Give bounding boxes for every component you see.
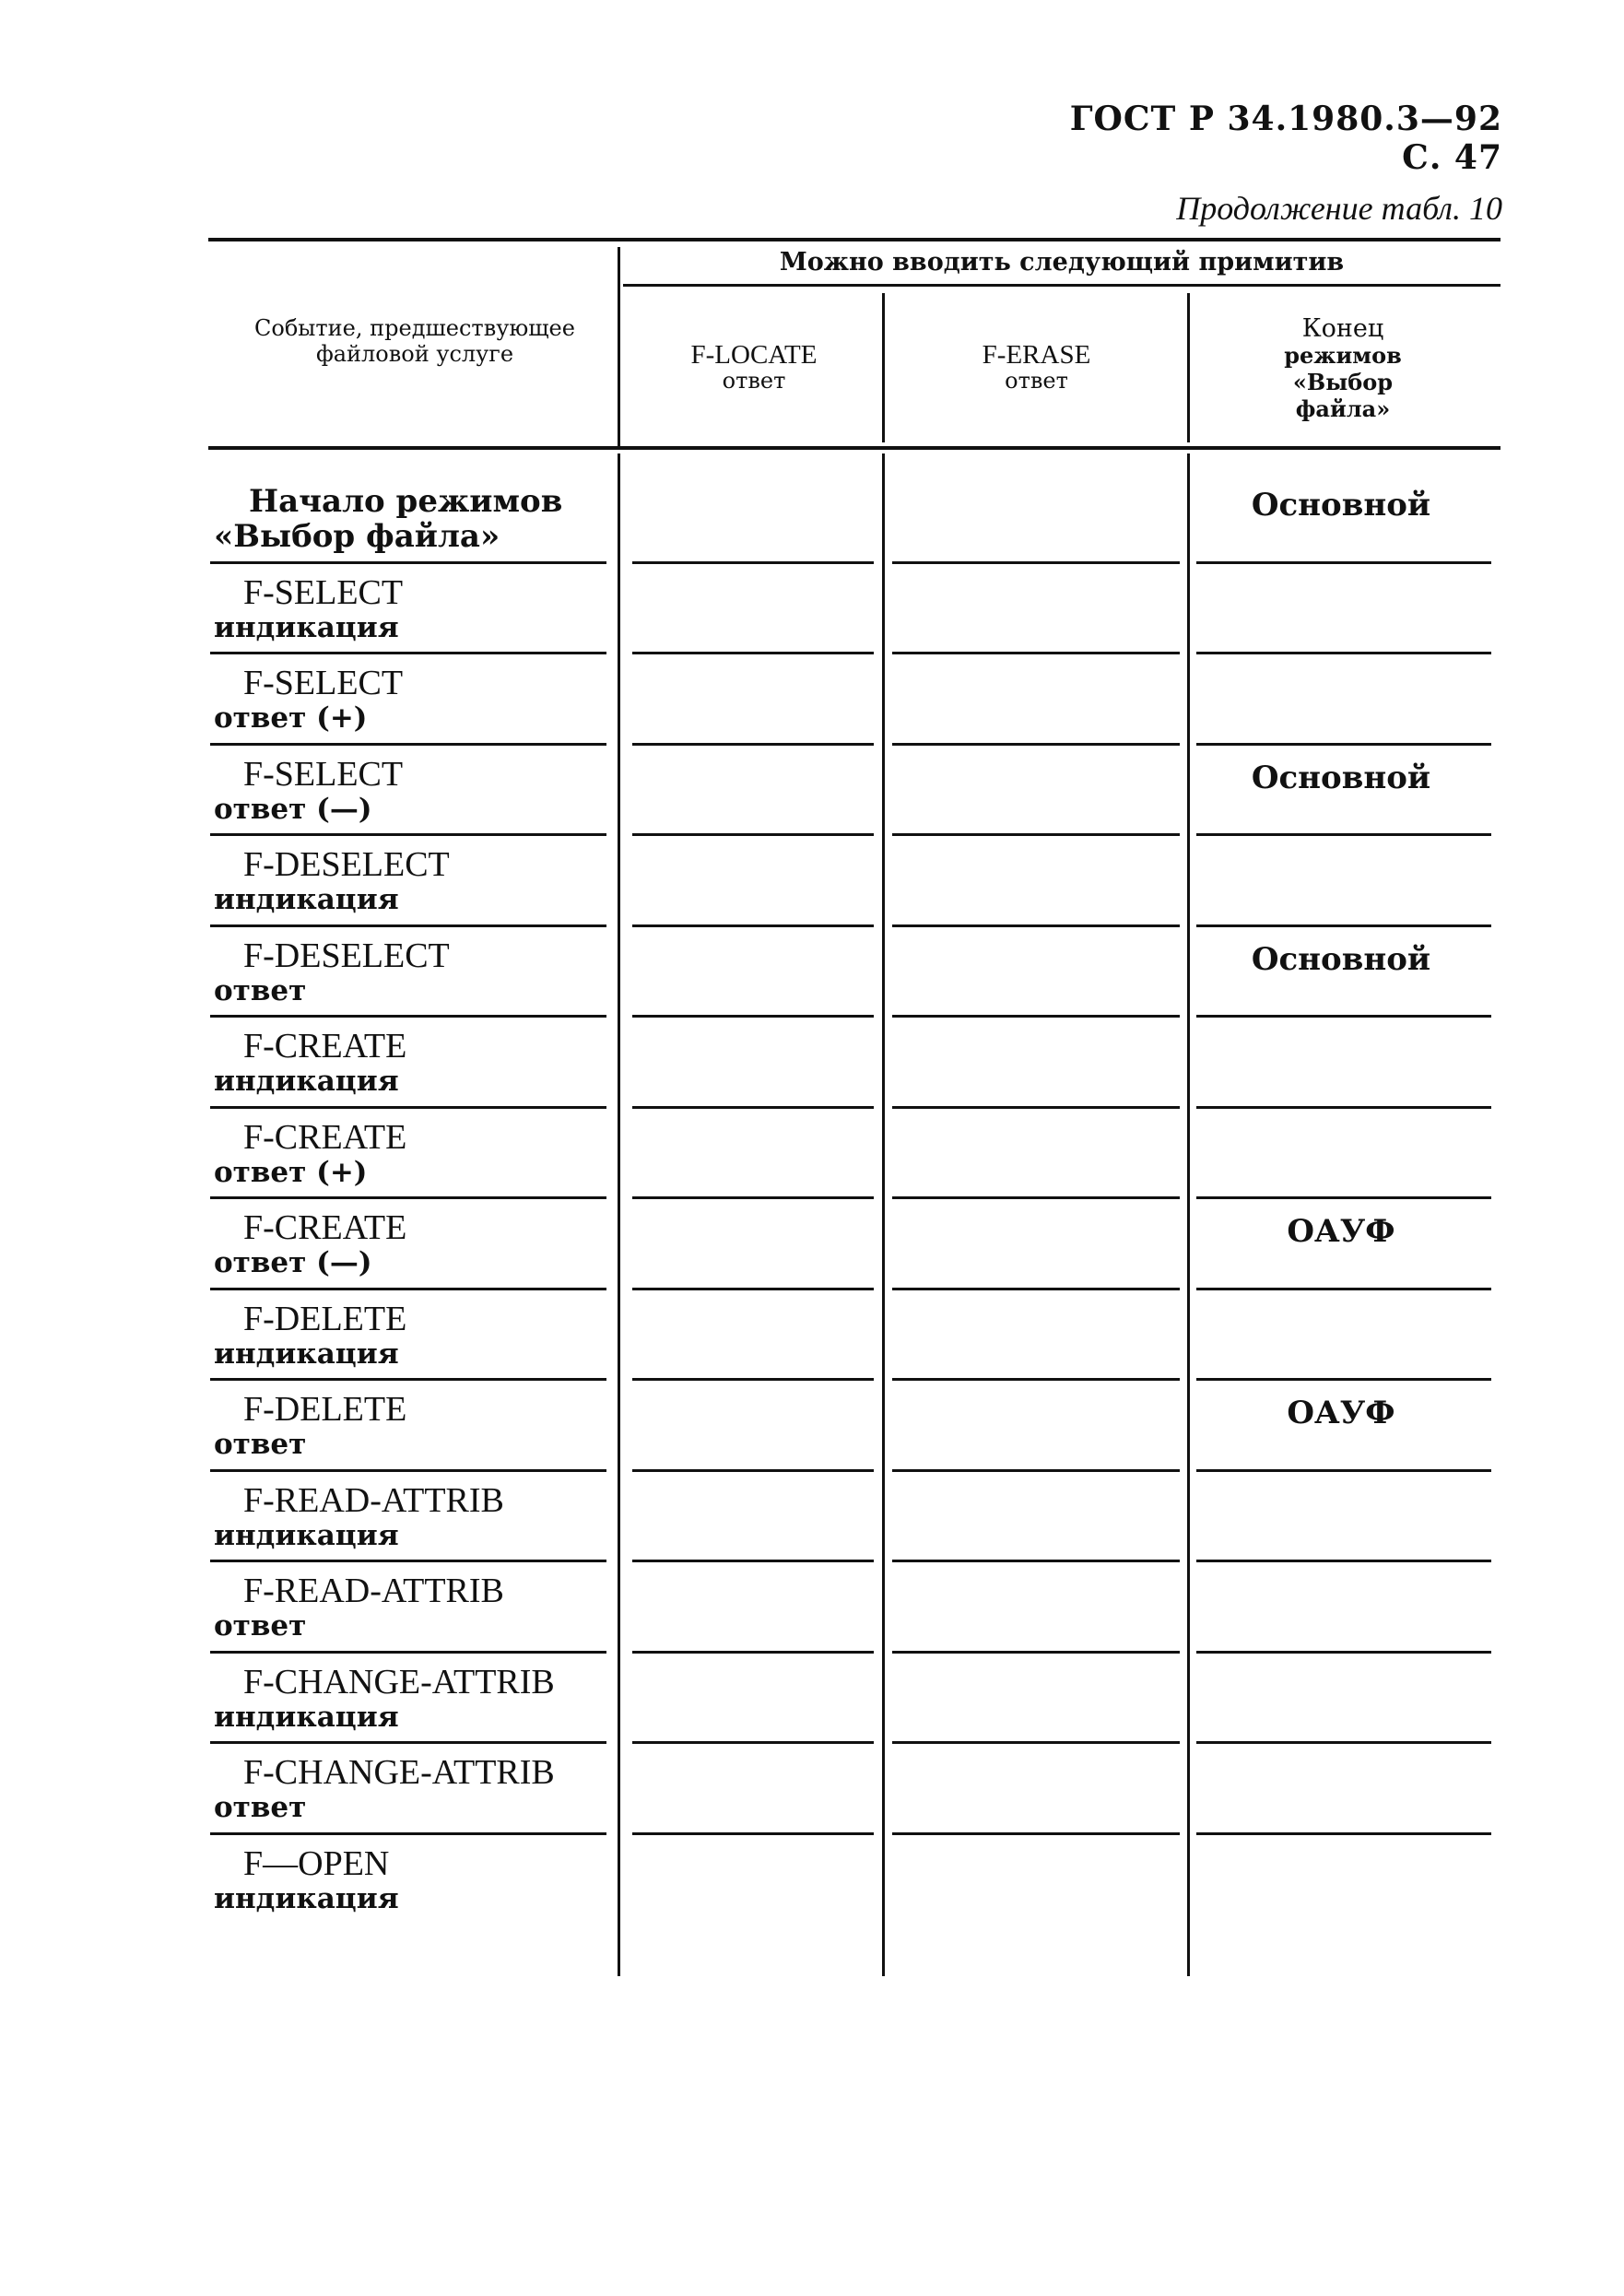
row-rule — [1196, 1560, 1491, 1562]
event-cell — [214, 1572, 610, 1643]
row-rule — [1196, 1196, 1491, 1199]
header-f-erase — [887, 341, 1186, 393]
column-divider — [882, 453, 885, 1976]
event-kind: индикация — [214, 1065, 399, 1098]
event-primitive: F-CREATE — [243, 1208, 407, 1247]
event-primitive: Начало режимов — [249, 483, 563, 520]
event-primitive: F-CHANGE-ATTRIB — [243, 1662, 555, 1701]
column-divider — [618, 453, 620, 1976]
row-rule — [1196, 652, 1491, 654]
event-cell — [214, 1301, 610, 1371]
row-rule — [1196, 1106, 1491, 1109]
row-rule — [632, 743, 874, 746]
event-kind: ответ (+) — [214, 1155, 368, 1189]
event-primitive: F-READ-ATTRIB — [243, 1480, 504, 1520]
event-kind: индикация — [214, 610, 399, 644]
end-mode-cell: Основной — [1251, 759, 1431, 796]
event-cell — [214, 756, 610, 826]
header-event-line: Событие, предшествующее — [254, 315, 575, 341]
event-kind: ответ (+) — [214, 701, 368, 735]
row-rule — [632, 924, 874, 927]
event-primitive: F-SELECT — [243, 664, 404, 702]
event-kind: индикация — [214, 883, 399, 916]
header-event-line: файловой услуге — [315, 341, 514, 367]
event-cell — [214, 1119, 610, 1189]
event-kind: «Выбор файла» — [214, 518, 500, 555]
event-cell — [214, 483, 610, 553]
event-cell — [214, 1391, 610, 1461]
event-kind: ответ (—) — [214, 792, 372, 826]
event-kind: индикация — [214, 1336, 399, 1371]
row-rule — [210, 1469, 606, 1472]
event-primitive: F-CREATE — [243, 1117, 407, 1157]
row-rule — [1196, 1015, 1491, 1018]
row-rule — [210, 1560, 606, 1562]
row-rule — [210, 1741, 606, 1744]
event-kind: индикация — [214, 1518, 399, 1552]
row-rule — [892, 924, 1180, 927]
row-rule — [210, 924, 606, 927]
row-rule — [892, 1378, 1180, 1381]
row-rule — [892, 1741, 1180, 1744]
row-rule — [632, 652, 874, 654]
event-kind: ответ — [214, 1428, 307, 1461]
row-rule — [210, 652, 606, 654]
event-kind: индикация — [214, 1881, 399, 1915]
header-bottom-rule — [208, 446, 1500, 450]
header-col3-line: файла» — [1295, 395, 1391, 422]
header-col2-line: F-ERASE — [982, 340, 1091, 370]
header-divider — [882, 293, 885, 442]
event-primitive: F-DELETE — [243, 1390, 407, 1429]
row-rule — [210, 561, 606, 564]
event-kind: ответ — [214, 973, 307, 1007]
row-rule — [632, 1469, 874, 1472]
table-top-rule — [208, 238, 1500, 241]
row-rule — [210, 743, 606, 746]
row-rule — [1196, 1288, 1491, 1290]
header-event — [221, 315, 608, 367]
event-cell — [214, 574, 610, 644]
event-cell — [214, 1028, 610, 1098]
row-rule — [892, 1106, 1180, 1109]
row-rule — [892, 1469, 1180, 1472]
header-col1-line: F-LOCATE — [690, 340, 818, 370]
group-header-rule — [623, 284, 1500, 287]
row-rule — [210, 1832, 606, 1835]
event-primitive: F-DELETE — [243, 1299, 407, 1338]
row-rule — [632, 1832, 874, 1835]
event-kind: ответ — [214, 1609, 307, 1643]
row-rule — [210, 833, 606, 836]
event-cell — [214, 1209, 610, 1279]
event-primitive: F-SELECT — [243, 572, 404, 612]
row-rule — [1196, 1469, 1491, 1472]
event-primitive: F-DESELECT — [243, 845, 450, 884]
event-primitive: F—OPEN — [243, 1843, 390, 1883]
header-col2-line: ответ — [1005, 368, 1068, 394]
row-rule — [892, 1196, 1180, 1199]
row-rule — [632, 1015, 874, 1018]
event-primitive: F-READ-ATTRIB — [243, 1572, 504, 1610]
event-cell — [214, 665, 610, 735]
end-mode-cell: Основной — [1251, 487, 1431, 524]
event-cell — [214, 937, 610, 1007]
group-header: Можно вводить следующий примитив — [779, 248, 1345, 277]
end-mode-cell: ОАУФ — [1287, 1213, 1395, 1250]
event-primitive: F-CREATE — [243, 1027, 407, 1066]
row-rule — [1196, 1741, 1491, 1744]
row-rule — [1196, 924, 1491, 927]
row-rule — [1196, 743, 1491, 746]
row-rule — [892, 1015, 1180, 1018]
event-cell — [214, 1845, 610, 1915]
row-rule — [210, 1378, 606, 1381]
row-rule — [632, 1741, 874, 1744]
end-mode-cell: Основной — [1251, 940, 1431, 978]
row-rule — [892, 1288, 1180, 1290]
row-rule — [632, 1378, 874, 1381]
event-cell — [214, 1482, 610, 1552]
row-rule — [892, 1560, 1180, 1562]
row-rule — [1196, 561, 1491, 564]
event-cell — [214, 1754, 610, 1824]
table-continuation-label: Продолжение табл. 10 — [1176, 190, 1502, 227]
row-rule — [892, 743, 1180, 746]
event-primitive: F-DESELECT — [243, 936, 450, 975]
end-mode-cell: ОАУФ — [1287, 1395, 1395, 1431]
event-cell — [214, 1664, 610, 1734]
row-rule — [892, 652, 1180, 654]
row-rule — [892, 833, 1180, 836]
row-rule — [632, 1196, 874, 1199]
event-cell — [214, 846, 610, 916]
row-rule — [210, 1288, 606, 1290]
row-rule — [210, 1106, 606, 1109]
row-rule — [1196, 833, 1491, 836]
event-primitive: F-CHANGE-ATTRIB — [243, 1753, 555, 1792]
row-rule — [632, 1106, 874, 1109]
row-rule — [1196, 1378, 1491, 1381]
row-rule — [632, 1651, 874, 1654]
row-rule — [1196, 1832, 1491, 1835]
row-rule — [632, 1288, 874, 1290]
header-col3-line: режимов — [1284, 342, 1402, 369]
event-kind: индикация — [214, 1700, 399, 1734]
page-header: ГОСТ Р 34.1980.3—92 С. 47 — [1069, 100, 1502, 177]
header-f-locate — [627, 341, 881, 393]
row-rule — [1196, 1651, 1491, 1654]
row-rule — [632, 833, 874, 836]
row-rule — [632, 561, 874, 564]
header-end-mode — [1191, 315, 1495, 422]
header-col3-line: «Выбор — [1292, 369, 1394, 395]
event-primitive: F-SELECT — [243, 754, 404, 794]
header-col3-line: Конец — [1301, 314, 1384, 343]
row-rule — [632, 1560, 874, 1562]
row-rule — [892, 561, 1180, 564]
row-rule — [210, 1196, 606, 1199]
header-col1-line: ответ — [722, 368, 786, 394]
row-rule — [210, 1015, 606, 1018]
row-rule — [892, 1832, 1180, 1835]
header-divider — [618, 247, 620, 446]
row-rule — [892, 1651, 1180, 1654]
row-rule — [210, 1651, 606, 1654]
header-divider — [1187, 293, 1190, 442]
event-kind: ответ — [214, 1791, 307, 1824]
event-kind: ответ (—) — [214, 1246, 372, 1279]
